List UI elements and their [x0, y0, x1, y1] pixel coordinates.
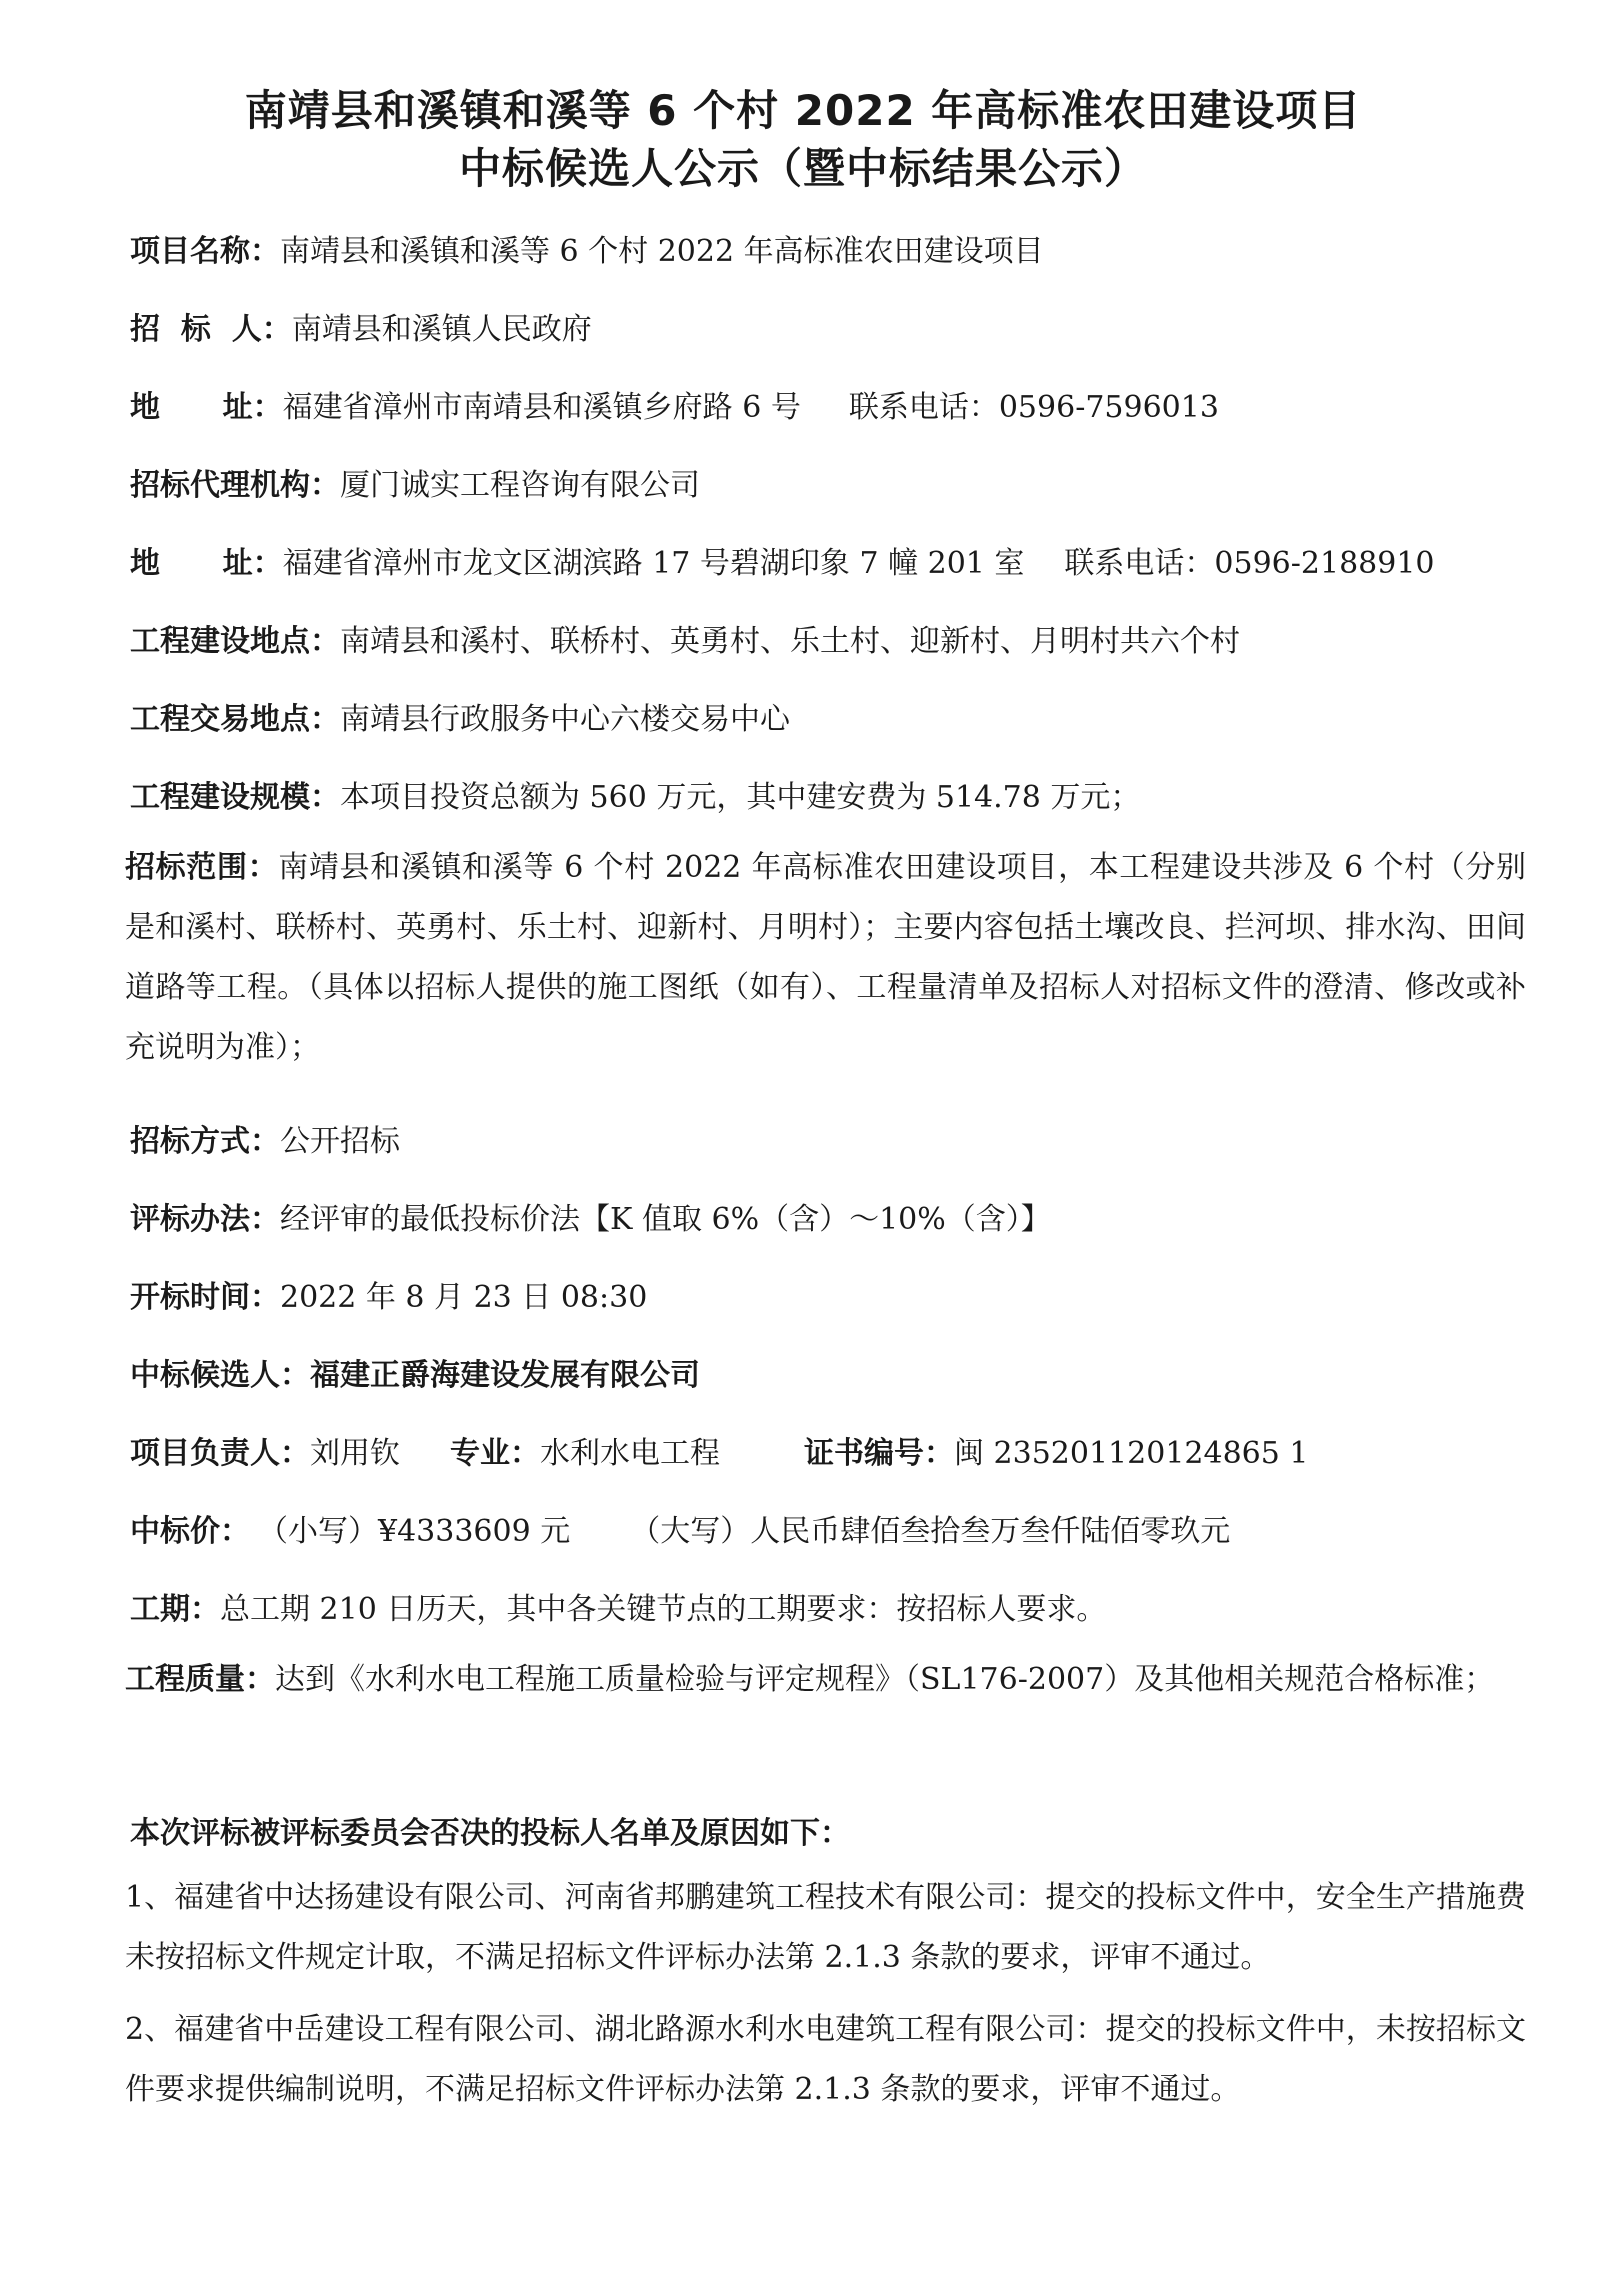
construction-site-value: 南靖县和溪村、联桥村、英勇村、乐土村、迎新村、月明村共六个村	[340, 624, 1240, 659]
scope-label: 招标范围：	[125, 850, 279, 885]
method-label: 招标方式：	[130, 1124, 280, 1159]
tenderer-phone-value: 0596-7596013	[998, 390, 1219, 425]
period-label: 工期：	[130, 1592, 220, 1627]
tenderer-phone-label: 联系电话：	[848, 390, 999, 425]
quality-value: 达到《水利水电工程施工质量检验与评定规程》（SL176-2007）及其他相关规范合格标准；	[275, 1662, 1495, 1697]
candidate-label: 中标候选人：	[130, 1358, 310, 1393]
candidate-row	[130, 1350, 1526, 1394]
price-label: 中标价：	[130, 1514, 250, 1549]
quality-paragraph	[125, 1650, 1526, 1710]
manager-row	[130, 1428, 1526, 1472]
tenderer-value: 南靖县和溪镇人民政府	[291, 312, 592, 347]
tenderer-address-label: 地 址：	[130, 390, 283, 425]
agency-address-value: 福建省漳州市龙文区湖滨路 17 号碧湖印象 7 幢 201 室	[282, 546, 1025, 581]
trade-site-row	[130, 694, 1526, 738]
scale-row	[130, 772, 1526, 816]
opening-time-label: 开标时间：	[130, 1280, 280, 1315]
agency-address-label: 地 址：	[130, 546, 283, 581]
agency-row	[130, 460, 1526, 504]
quality-label: 工程质量：	[125, 1662, 275, 1697]
scale-label: 工程建设规模：	[130, 780, 340, 815]
construction-site-row	[130, 616, 1526, 660]
rejection-item-1: 1、福建省中达扬建设有限公司、河南省邦鹏建筑工程技术有限公司：提交的投标文件中，安全生产措施费未按招标文件规定计取，不满足招标文件评标办法第 2.1.3 条款的要求，评审不通过。	[125, 1880, 1526, 1975]
rejections-heading: 本次评标被评标委员会否决的投标人名单及原因如下：	[130, 1816, 850, 1851]
major-value: 水利水电工程	[540, 1436, 720, 1471]
rejection-item-2: 2、福建省中岳建设工程有限公司、湖北路源水利水电建筑工程有限公司：提交的投标文件中，未按招标文件要求提供编制说明，不满足招标文件评标办法第 2.1.3 条款的要求，评审不通过。	[125, 2012, 1526, 2107]
period-row	[130, 1584, 1526, 1628]
project-name-row	[130, 226, 1526, 270]
tenderer-address-value: 福建省漳州市南靖县和溪镇乡府路 6 号	[282, 390, 801, 425]
certificate-label: 证书编号：	[804, 1436, 954, 1471]
evaluation-row	[130, 1194, 1526, 1238]
major-label: 专业：	[450, 1436, 540, 1471]
project-name-label: 项目名称：	[130, 234, 280, 269]
tenderer-address-row	[130, 382, 1526, 426]
method-value: 公开招标	[280, 1124, 400, 1159]
scope-paragraph	[125, 838, 1526, 1078]
agency-phone-value: 0596-2188910	[1214, 546, 1435, 581]
evaluation-value: 经评审的最低投标价法【K 值取 6%（含）～10%（含）】	[280, 1202, 1051, 1237]
price-big-value: （大写）人民币肆佰叁拾叁万叁仟陆佰零玖元	[630, 1514, 1231, 1549]
trade-site-label: 工程交易地点：	[130, 702, 340, 737]
scale-value: 本项目投资总额为 560 万元，其中建安费为 514.78 万元；	[340, 780, 1141, 815]
opening-time-row	[130, 1272, 1526, 1316]
opening-time-value: 2022 年 8 月 23 日 08:30	[280, 1280, 648, 1315]
agency-phone-label: 联系电话：	[1064, 546, 1215, 581]
price-small-value: （小写）¥4333609 元	[258, 1514, 571, 1549]
evaluation-label: 评标办法：	[130, 1202, 280, 1237]
rejections-heading-row	[130, 1808, 1526, 1852]
construction-site-label: 工程建设地点：	[130, 624, 340, 659]
tenderer-row	[130, 304, 1526, 348]
tenderer-label: 招 标 人：	[130, 312, 292, 347]
trade-site-value: 南靖县行政服务中心六楼交易中心	[340, 702, 790, 737]
manager-label: 项目负责人：	[130, 1436, 310, 1471]
candidate-value: 福建正爵海建设发展有限公司	[310, 1358, 700, 1393]
document-title-line1: 南靖县和溪镇和溪等 6 个村 2022 年高标准农田建设项目	[244, 86, 1362, 135]
agency-label: 招标代理机构：	[130, 468, 340, 503]
agency-address-row	[130, 538, 1526, 582]
period-value: 总工期 210 日历天，其中各关键节点的工期要求：按招标人要求。	[220, 1592, 1107, 1627]
agency-value: 厦门诚实工程咨询有限公司	[340, 468, 700, 503]
project-name-value: 南靖县和溪镇和溪等 6 个村 2022 年高标准农田建设项目	[280, 234, 1044, 269]
document-title-line2: 中标候选人公示（暨中标结果公示）	[458, 144, 1147, 193]
price-row	[130, 1506, 1526, 1550]
certificate-value: 闽 235201120124865 1	[954, 1436, 1309, 1471]
scope-value: 南靖县和溪镇和溪等 6 个村 2022 年高标准农田建设项目，本工程建设共涉及 6 个村（分别是和溪村、联桥村、英勇村、乐土村、迎新村、月明村）；主要内容包括土壤改良、拦河坝、排水沟、田间道路等工程。（具体以招标人提供的施工图纸（如有）、工程量清单及招标人对招标文件的澄清、修改或补充说明为准）；	[125, 850, 1526, 1065]
method-row	[130, 1116, 1526, 1160]
manager-value: 刘用钦	[310, 1436, 400, 1471]
